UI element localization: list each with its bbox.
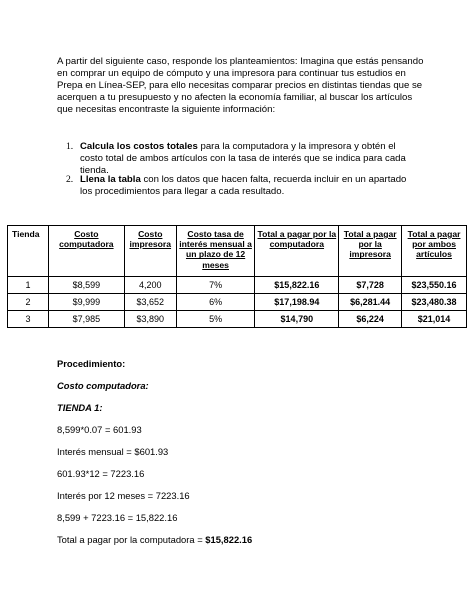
header-costo-impresora: Costo impresora — [124, 226, 176, 277]
procedure-line: Interés mensual = $601.93 — [57, 446, 169, 457]
cell-costo-computadora: $7,985 — [48, 311, 124, 328]
header-tasa-interes: Costo tasa de interés mensual a un plazo de 12 meses — [176, 226, 255, 277]
cell-total-computadora: $17,198.94 — [255, 294, 339, 311]
procedure-line: 8,599 + 7223.16 = 15,822.16 — [57, 512, 178, 523]
procedure-line: 601.93*12 = 7223.16 — [57, 468, 145, 479]
header-total-ambos: Total a pagar por ambos artículos — [402, 226, 467, 277]
cell-total-impresora: $6,281.44 — [339, 294, 402, 311]
procedure-line: 8,599*0.07 = 601.93 — [57, 424, 142, 435]
task-text — [80, 141, 418, 178]
header-total-computadora: Total a pagar por la computadora — [255, 226, 339, 277]
table-row — [8, 311, 467, 328]
cell-tasa: 7% — [176, 277, 255, 294]
procedure-total-value: $15,822.16 — [205, 534, 253, 545]
task-bold-text: Calcula los costos totales — [80, 141, 198, 152]
task-number: 2. — [66, 174, 74, 185]
table-header-row — [8, 226, 467, 277]
cell-total-ambos: $23,480.38 — [402, 294, 467, 311]
task-number: 1. — [66, 141, 74, 152]
cell-costo-computadora: $8,599 — [48, 277, 124, 294]
procedure-line: Interés por 12 meses = 7223.16 — [57, 490, 190, 501]
cell-total-computadora: $15,822.16 — [255, 277, 339, 294]
task-bold-text: Llena la tabla — [80, 174, 141, 185]
header-total-impresora: Total a pagar por la impresora — [339, 226, 402, 277]
header-tienda: Tienda — [8, 226, 49, 277]
cell-tienda: 2 — [8, 294, 49, 311]
task-rest-text: con los datos que hacen falta, recuerda incluir en un apartado los procedimientos para llegar a cada resultado. — [80, 174, 407, 198]
procedure-store-label: TIENDA 1: — [57, 402, 103, 413]
task-item-2 — [66, 174, 418, 198]
procedure-total-line — [57, 534, 252, 545]
table-row — [8, 277, 467, 294]
cell-tasa: 6% — [176, 294, 255, 311]
cell-total-computadora: $14,790 — [255, 311, 339, 328]
cell-total-impresora: $7,728 — [339, 277, 402, 294]
cell-tienda: 1 — [8, 277, 49, 294]
task-text — [80, 174, 418, 198]
procedure-subtitle: Costo computadora: — [57, 380, 149, 391]
cell-costo-impresora: $3,890 — [124, 311, 176, 328]
cell-costo-impresora: $3,652 — [124, 294, 176, 311]
task-item-1 — [66, 141, 418, 178]
header-costo-computadora: Costo computadora — [48, 226, 124, 277]
task-rest-text: para la computadora y la impresora y obtén el costo total de ambos artículos con la tasa de interés que se indica para cada tienda. — [80, 141, 406, 177]
procedure-title: Procedimiento: — [57, 358, 126, 369]
cell-costo-impresora: 4,200 — [124, 277, 176, 294]
cell-tasa: 5% — [176, 311, 255, 328]
intro-paragraph: A partir del siguiente caso, responde los planteamientos: Imagina que estás pensando en comprar un equipo de cómputo y una impresora para continuar tus estudios en Prepa en Línea-SEP, para ello necesitas comparar precios en distintas tiendas que se acerquen a tu presupuesto y no afecten la economía familiar, al buscar los artículos que necesitas encontraste la siguiente información: — [57, 56, 424, 116]
cell-total-ambos: $21,014 — [402, 311, 467, 328]
table-row — [8, 294, 467, 311]
cell-total-ambos: $23,550.16 — [402, 277, 467, 294]
procedure-total-label: Total a pagar por la computadora = — [57, 534, 206, 545]
cell-total-impresora: $6,224 — [339, 311, 402, 328]
cell-costo-computadora: $9,999 — [48, 294, 124, 311]
price-comparison-table — [7, 225, 467, 328]
cell-tienda: 3 — [8, 311, 49, 328]
